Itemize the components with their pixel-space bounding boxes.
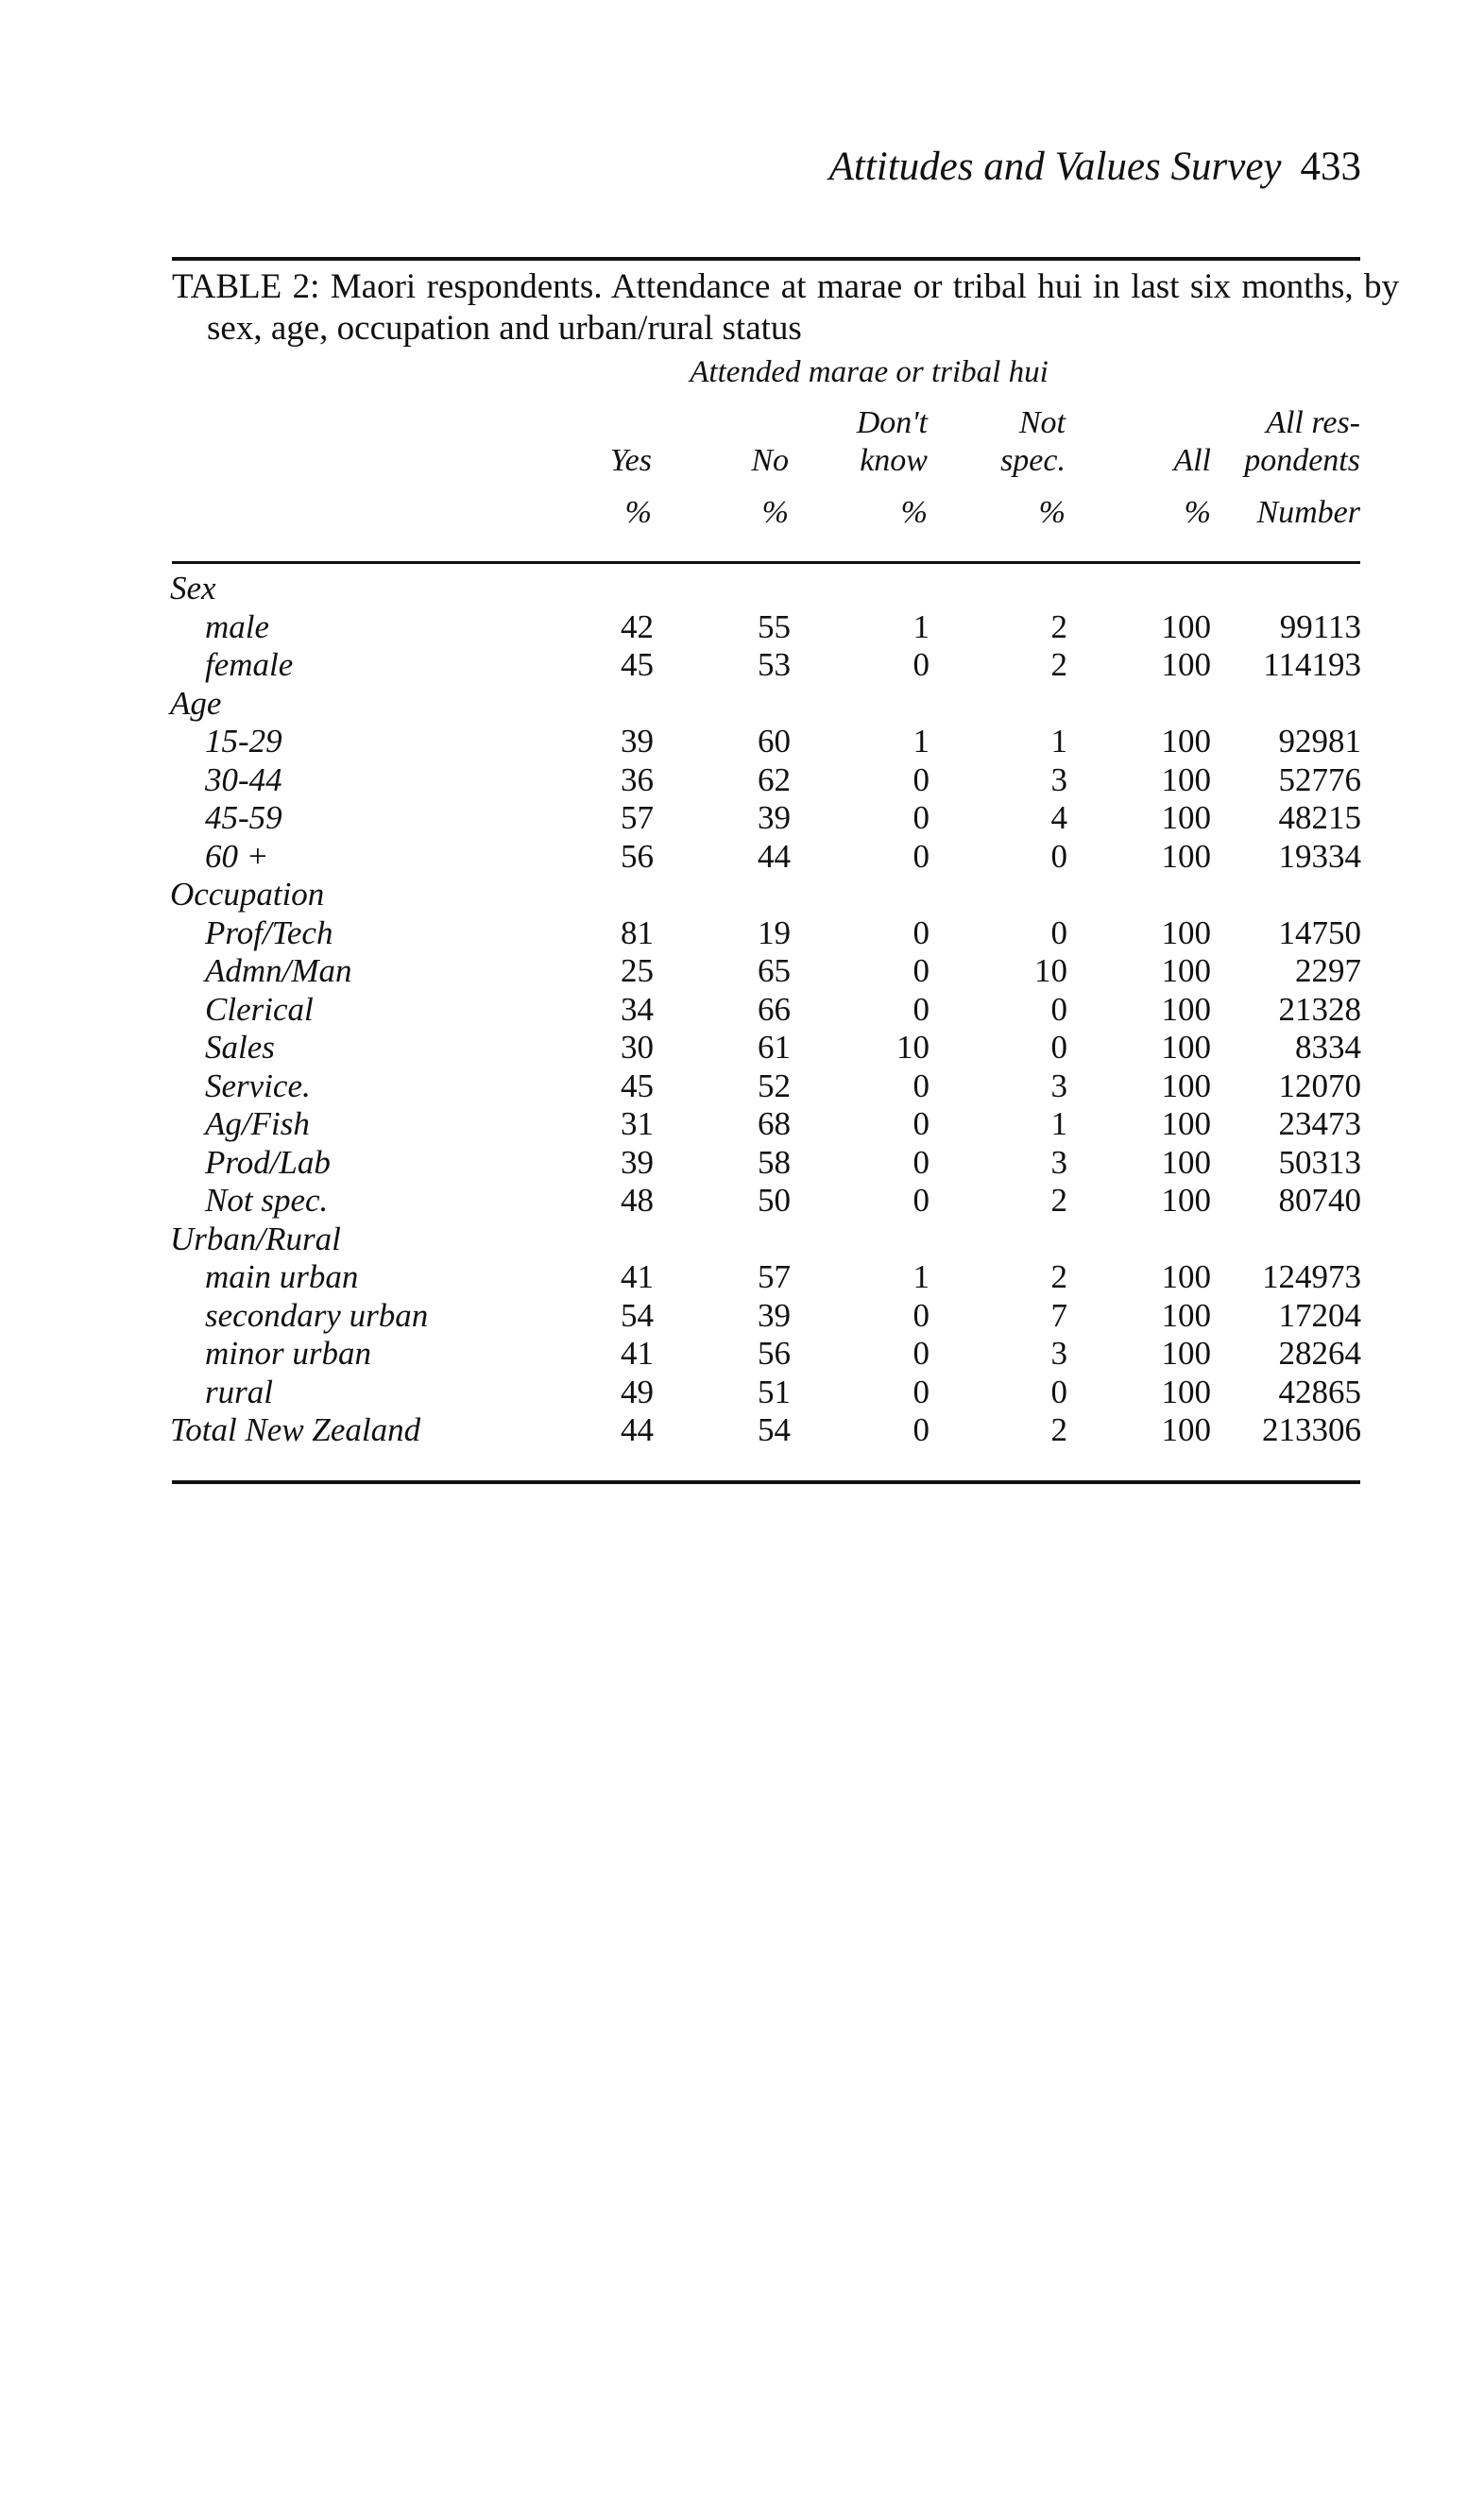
cell-value: 0	[913, 1067, 930, 1104]
cell-value: 100	[1161, 1373, 1211, 1410]
cell-value: 62	[758, 760, 791, 798]
cell-value: 12070	[1278, 1067, 1361, 1104]
cell-value: 2297	[1295, 952, 1361, 989]
table-row	[0, 723, 1484, 761]
col-dontknow-header-line1: Don't	[856, 405, 928, 440]
cell-value: 19	[758, 914, 791, 951]
cell-value: 48	[621, 1182, 654, 1219]
cell-value: 0	[913, 1105, 930, 1142]
cell-value: 2	[1050, 1258, 1067, 1295]
col-respondents-header-line2: pondents	[1244, 443, 1360, 478]
cell-value: 100	[1161, 1029, 1211, 1066]
cell-value: 100	[1161, 1296, 1211, 1334]
col-all-unit: %	[1184, 495, 1211, 530]
table-row	[0, 1258, 1484, 1297]
cell-value: 10	[1034, 952, 1067, 989]
cell-value: 19334	[1278, 837, 1361, 875]
col-no-unit: %	[761, 495, 789, 530]
cell-value: 44	[621, 1411, 654, 1448]
cell-value: 1	[1050, 1105, 1067, 1142]
cell-value: 48215	[1278, 799, 1361, 836]
table-row	[0, 608, 1484, 647]
group-heading-row	[0, 876, 1484, 914]
cell-value: 2	[1050, 646, 1067, 683]
cell-value: 100	[1161, 1105, 1211, 1142]
row-label: Service.	[205, 1067, 311, 1104]
col-respondents-header-line1: All res-	[1266, 405, 1360, 440]
cell-value: 52	[758, 1067, 791, 1104]
cell-value: 45	[621, 646, 654, 683]
cell-value: 66	[758, 990, 791, 1028]
cell-value: 124973	[1262, 1258, 1361, 1295]
table-row	[0, 1029, 1484, 1067]
row-label: Total New Zealand	[170, 1411, 421, 1448]
cell-value: 100	[1161, 914, 1211, 951]
cell-value: 21328	[1278, 990, 1361, 1028]
cell-value: 65	[758, 952, 791, 989]
cell-value: 56	[621, 837, 654, 875]
row-label: Clerical	[205, 990, 314, 1028]
col-respondents-unit: Number	[1256, 495, 1360, 530]
cell-value: 80740	[1278, 1182, 1361, 1219]
cell-value: 0	[1050, 1029, 1067, 1066]
cell-value: 41	[621, 1335, 654, 1372]
cell-value: 14750	[1278, 914, 1361, 951]
cell-value: 25	[621, 952, 654, 989]
cell-value: 0	[1050, 1373, 1067, 1410]
cell-value: 57	[621, 799, 654, 836]
cell-value: 42	[621, 607, 654, 645]
group-heading-row	[0, 685, 1484, 724]
cell-value: 0	[913, 952, 930, 989]
cell-value: 39	[758, 799, 791, 836]
cell-value: 1	[913, 723, 930, 760]
cell-value: 39	[621, 1143, 654, 1181]
table-row	[0, 761, 1484, 800]
cell-value: 100	[1161, 799, 1211, 836]
cell-value: 55	[758, 607, 791, 645]
group-label: Sex	[170, 570, 216, 606]
cell-value: 100	[1161, 723, 1211, 760]
cell-value: 10	[896, 1029, 930, 1066]
table-row	[0, 1335, 1484, 1374]
cell-value: 8334	[1295, 1029, 1361, 1066]
row-label: 45-59	[205, 799, 282, 836]
header-rule	[172, 561, 1360, 564]
cell-value: 100	[1161, 952, 1211, 989]
table-row	[0, 914, 1484, 953]
cell-value: 3	[1050, 1067, 1067, 1104]
table-row	[0, 1374, 1484, 1412]
row-label: Admn/Man	[205, 952, 352, 989]
cell-value: 39	[758, 1296, 791, 1334]
cell-value: 54	[621, 1296, 654, 1334]
cell-value: 100	[1161, 760, 1211, 798]
group-heading-row	[0, 1221, 1484, 1259]
group-label: Urban/Rural	[170, 1220, 341, 1257]
cell-value: 30	[621, 1029, 654, 1066]
col-dontknow-header-line2: know	[860, 443, 928, 478]
cell-value: 31	[621, 1105, 654, 1142]
row-label: Prof/Tech	[205, 914, 333, 951]
cell-value: 42865	[1278, 1373, 1361, 1410]
table-row	[0, 1144, 1484, 1183]
cell-value: 0	[913, 1143, 930, 1181]
cell-value: 2	[1050, 607, 1067, 645]
cell-value: 100	[1161, 646, 1211, 683]
group-label: Age	[170, 684, 222, 722]
col-notspec-header-line2: spec.	[1000, 443, 1066, 478]
running-head	[829, 144, 1361, 190]
cell-value: 100	[1161, 1258, 1211, 1295]
row-label: male	[205, 607, 270, 645]
cell-value: 1	[1050, 723, 1067, 760]
page-number: 433	[1300, 145, 1361, 189]
cell-value: 0	[913, 837, 930, 875]
cell-value: 7	[1050, 1296, 1067, 1334]
table-row	[0, 838, 1484, 877]
table-row	[0, 991, 1484, 1030]
group-heading-row	[0, 570, 1484, 608]
col-notspec-unit: %	[1038, 495, 1066, 530]
cell-value: 92981	[1278, 723, 1361, 760]
cell-value: 1	[913, 1258, 930, 1295]
cell-value: 213306	[1262, 1411, 1361, 1448]
total-row	[0, 1411, 1484, 1450]
cell-value: 44	[758, 837, 791, 875]
cell-value: 50313	[1278, 1143, 1361, 1181]
cell-value: 68	[758, 1105, 791, 1142]
cell-value: 58	[758, 1143, 791, 1181]
cell-value: 114193	[1263, 646, 1361, 683]
col-no-header: No	[751, 443, 789, 478]
cell-value: 99113	[1279, 607, 1361, 645]
cell-value: 0	[913, 1373, 930, 1410]
cell-value: 50	[758, 1182, 791, 1219]
table-row	[0, 1067, 1484, 1106]
cell-value: 4	[1050, 799, 1067, 836]
table-body	[0, 570, 1484, 1450]
row-label: female	[205, 646, 294, 683]
table-caption: TABLE 2: Maori respondents. Attendance at marae or tribal hui in last six months, by sex, age, occupation and urban/rural status	[172, 267, 1399, 348]
cell-value: 0	[913, 760, 930, 798]
row-label: main urban	[205, 1258, 359, 1295]
cell-value: 0	[913, 914, 930, 951]
cell-value: 54	[758, 1411, 791, 1448]
cell-value: 45	[621, 1067, 654, 1104]
row-label: rural	[205, 1373, 273, 1410]
cell-value: 0	[913, 1182, 930, 1219]
cell-value: 23473	[1278, 1105, 1361, 1142]
table-row	[0, 1105, 1484, 1144]
group-label: Occupation	[170, 876, 325, 913]
cell-value: 56	[758, 1335, 791, 1372]
cell-value: 53	[758, 646, 791, 683]
cell-value: 100	[1161, 607, 1211, 645]
cell-value: 2	[1050, 1411, 1067, 1448]
cell-value: 51	[758, 1373, 791, 1410]
row-label: Sales	[205, 1029, 275, 1066]
row-label: 15-29	[205, 723, 282, 760]
cell-value: 57	[758, 1258, 791, 1295]
cell-value: 3	[1050, 1335, 1067, 1372]
row-label: Ag/Fish	[205, 1105, 310, 1142]
cell-value: 0	[913, 646, 930, 683]
cell-value: 17204	[1278, 1296, 1361, 1334]
cell-value: 3	[1050, 1143, 1067, 1181]
cell-value: 0	[1050, 837, 1067, 875]
table-row	[0, 1182, 1484, 1221]
cell-value: 100	[1161, 990, 1211, 1028]
table-row	[0, 1297, 1484, 1336]
cell-value: 39	[621, 723, 654, 760]
table-row	[0, 952, 1484, 991]
table-row	[0, 799, 1484, 838]
col-notspec-header-line1: Not	[1018, 405, 1066, 440]
col-yes-header: Yes	[609, 443, 652, 478]
col-all-header: All	[1173, 443, 1211, 478]
cell-value: 0	[913, 799, 930, 836]
cell-value: 81	[621, 914, 654, 951]
row-label: 30-44	[205, 760, 282, 798]
cell-value: 36	[621, 760, 654, 798]
cell-value: 0	[913, 1411, 930, 1448]
cell-value: 100	[1161, 837, 1211, 875]
row-label: 60 +	[205, 837, 269, 875]
cell-value: 100	[1161, 1335, 1211, 1372]
col-dontknow-unit: %	[900, 495, 928, 530]
table-top-rule	[172, 257, 1360, 261]
cell-value: 100	[1161, 1143, 1211, 1181]
cell-value: 49	[621, 1373, 654, 1410]
cell-value: 0	[1050, 990, 1067, 1028]
cell-value: 0	[913, 1335, 930, 1372]
col-yes-unit: %	[624, 495, 652, 530]
column-spanner-heading: Attended marae or tribal hui	[690, 355, 1049, 389]
cell-value: 61	[758, 1029, 791, 1066]
table-row	[0, 646, 1484, 685]
row-label: secondary urban	[205, 1296, 429, 1334]
cell-value: 34	[621, 990, 654, 1028]
cell-value: 28264	[1278, 1335, 1361, 1372]
row-label: Not spec.	[205, 1182, 329, 1219]
cell-value: 100	[1161, 1067, 1211, 1104]
cell-value: 0	[913, 990, 930, 1028]
cell-value: 0	[1050, 914, 1067, 951]
cell-value: 3	[1050, 760, 1067, 798]
running-head-title: Attitudes and Values Survey	[828, 145, 1282, 189]
row-label: minor urban	[205, 1335, 371, 1372]
cell-value: 2	[1050, 1182, 1067, 1219]
cell-value: 52776	[1278, 760, 1361, 798]
cell-value: 1	[913, 607, 930, 645]
cell-value: 41	[621, 1258, 654, 1295]
table-bottom-rule	[172, 1480, 1360, 1484]
cell-value: 100	[1161, 1182, 1211, 1219]
cell-value: 0	[913, 1296, 930, 1334]
cell-value: 60	[758, 723, 791, 760]
row-label: Prod/Lab	[205, 1143, 331, 1181]
cell-value: 100	[1161, 1411, 1211, 1448]
